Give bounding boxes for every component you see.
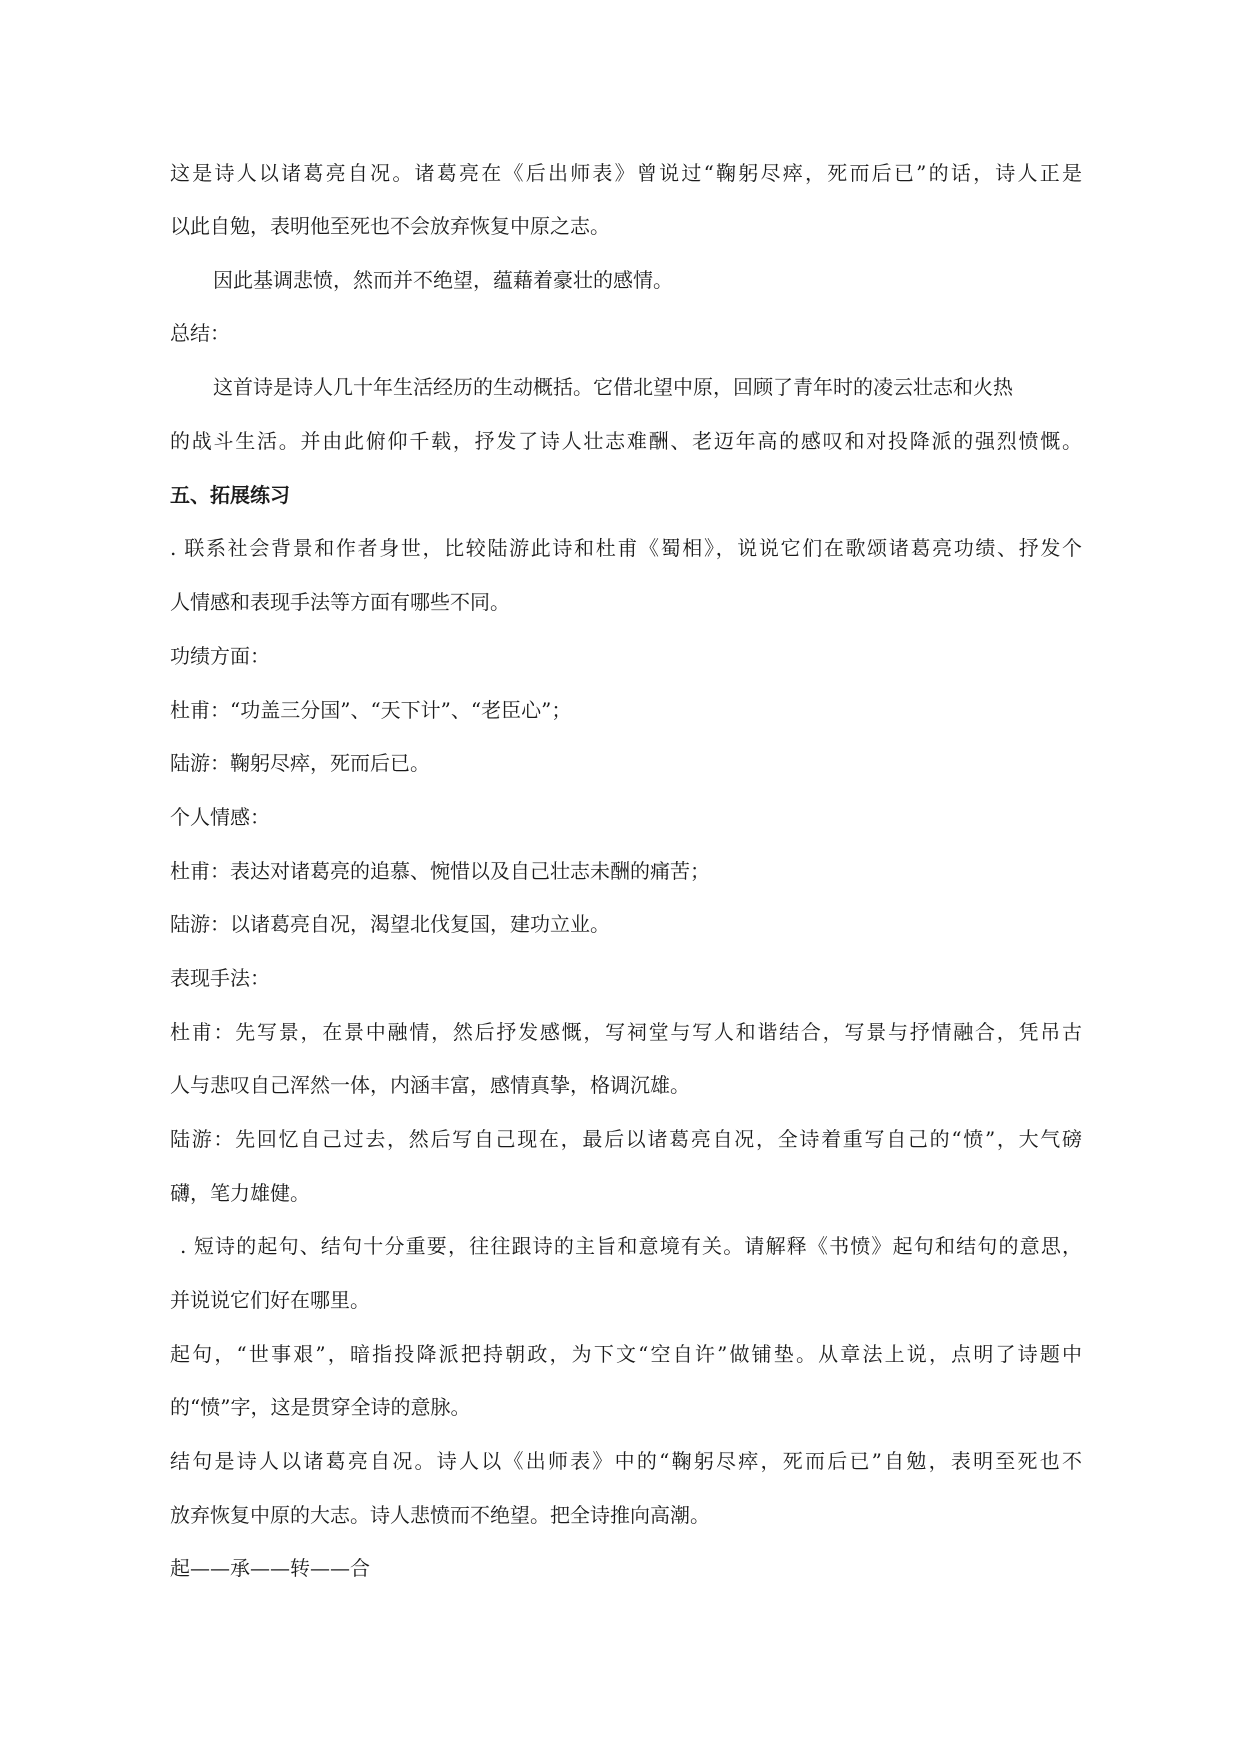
paragraph-line: 以此自勉，表明他至死也不会放弃恢复中原之志。 (170, 214, 610, 238)
subheading: 表现手法： (170, 966, 270, 990)
section-heading: 五、拓展练习 (170, 483, 290, 507)
answer-line: 起句，“世事艰”，暗指投降派把持朝政，为下文“空自许”做铺垫。从章法上说，点明了诗题中 (170, 1342, 1082, 1366)
summary-label: 总结： (170, 321, 230, 345)
answer-line: 陆游：鞠躬尽瘁，死而后已。 (170, 751, 430, 775)
answer-line: 杜甫：“功盖三分国”、“天下计”、“老臣心”； (170, 698, 572, 722)
paragraph-line: 这首诗是诗人几十年生活经历的生动概括。它借北望中原，回顾了青年时的凌云壮志和火热 (213, 375, 1013, 399)
question-line: . 联系社会背景和作者身世，比较陆游此诗和杜甫《蜀相》，说说它们在歌颂诸葛亮功绩、抒发个 (170, 536, 1082, 560)
subheading: 个人情感： (170, 805, 270, 829)
question-line: 人情感和表现手法等方面有哪些不同。 (170, 590, 510, 614)
answer-line: 结句是诗人以诸葛亮自况。诗人以《出师表》中的“鞠躬尽瘁，死而后已”自勉，表明至死也不 (170, 1449, 1082, 1473)
paragraph-line: 这是诗人以诸葛亮自况。诸葛亮在《后出师表》曾说过“鞠躬尽瘁，死而后已”的话，诗人正是 (170, 161, 1082, 185)
answer-line: 陆游：以诸葛亮自况，渴望北伐复国，建功立业。 (170, 912, 610, 936)
answer-line: 杜甫：表达对诸葛亮的追慕、惋惜以及自己壮志未酬的痛苦； (170, 859, 710, 883)
answer-line: 人与悲叹自己浑然一体，内涵丰富，感情真挚，格调沉雄。 (170, 1073, 690, 1097)
question-line: . 短诗的起句、结句十分重要，往往跟诗的主旨和意境有关。请解释《书愤》起句和结句的意思， (180, 1234, 1082, 1258)
paragraph-line: 的战斗生活。并由此俯仰千载，抒发了诗人壮志难酬、老迈年高的感叹和对投降派的强烈愤慨。 (170, 429, 1082, 453)
answer-line: 礴，笔力雄健。 (170, 1181, 310, 1205)
answer-line: 陆游：先回忆自己过去，然后写自己现在，最后以诸葛亮自况，全诗着重写自己的“愤”，大气磅 (170, 1127, 1082, 1151)
subheading: 功绩方面： (170, 644, 270, 668)
answer-line: 放弃恢复中原的大志。诗人悲愤而不绝望。把全诗推向高潮。 (170, 1503, 710, 1527)
paragraph-line: 因此基调悲愤，然而并不绝望，蕴藉着豪壮的感情。 (213, 268, 673, 292)
answer-line: 的“愤”字，这是贯穿全诗的意脉。 (170, 1395, 471, 1419)
structure-line: 起——承——转——合 (170, 1556, 370, 1580)
answer-line: 杜甫：先写景，在景中融情，然后抒发感慨，写祠堂与写人和谐结合，写景与抒情融合，凭吊古 (170, 1020, 1082, 1044)
question-line: 并说说它们好在哪里。 (170, 1288, 370, 1312)
